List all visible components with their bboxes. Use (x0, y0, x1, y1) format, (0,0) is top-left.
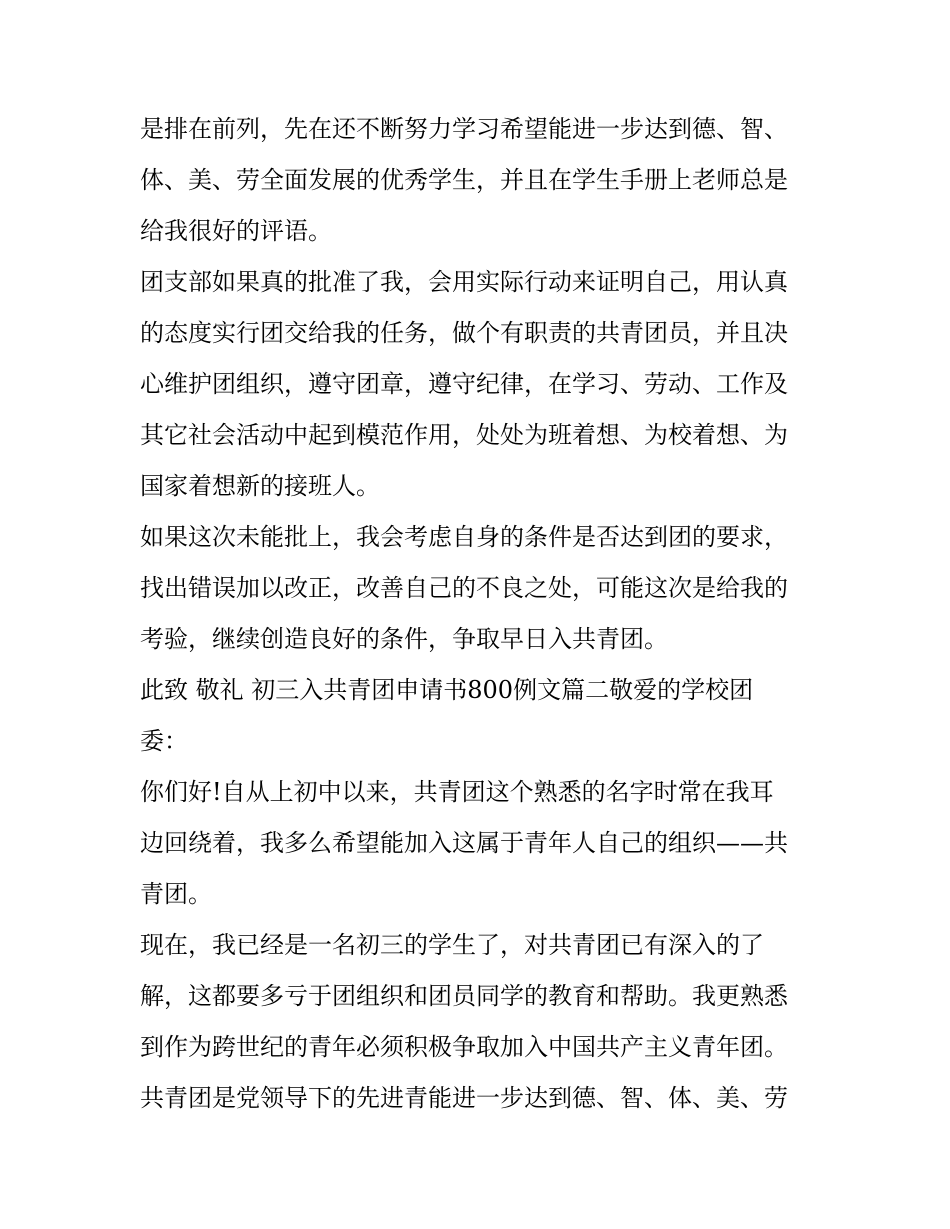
text-line: 此致 敬礼 初三入共青团申请书800例文篇二敬爱的学校团 (140, 676, 754, 704)
text-line: 共青团是党领导下的先进青能进一步达到德、智、体、美、劳 (140, 1084, 788, 1112)
text-line: 其它社会活动中起到模范作用，处处为班着想、为校着想、为 (140, 421, 788, 449)
text-line: 是排在前列，先在还不断努力学习希望能进一步达到德、智、 (140, 115, 788, 143)
text-line: 的态度实行团交给我的任务，做个有职责的共青团员，并且决 (140, 319, 788, 347)
text-line: 青团。 (140, 880, 212, 908)
text-line: 委： (140, 727, 188, 755)
text-line: 你们好!自从上初中以来，共青团这个熟悉的名字时常在我耳 (140, 778, 774, 806)
text-line: 现在，我已经是一名初三的学生了，对共青团已有深入的了 (140, 931, 764, 959)
text-line: 如果这次未能批上，我会考虑自身的条件是否达到团的要求， (140, 523, 788, 551)
text-line: 考验，继续创造良好的条件，争取早日入共青团。 (140, 625, 668, 653)
text-line: 团支部如果真的批准了我，会用实际行动来证明自己，用认真 (140, 268, 788, 296)
text-line: 边回绕着，我多么希望能加入这属于青年人自己的组织——共 (140, 829, 788, 857)
text-line: 体、美、劳全面发展的优秀学生，并且在学生手册上老师总是 (140, 166, 788, 194)
text-line: 给我很好的评语。 (140, 217, 332, 245)
text-line: 到作为跨世纪的青年必须积极争取加入中国共产主义青年团。 (140, 1033, 788, 1061)
text-line: 心维护团组织，遵守团章，遵守纪律，在学习、劳动、工作及 (140, 370, 788, 398)
document-body (140, 104, 820, 1124)
text-line: 找出错误加以改正，改善自己的不良之处，可能这次是给我的 (140, 574, 788, 602)
text-line: 解，这都要多亏于团组织和团员同学的教育和帮助。我更熟悉 (140, 982, 788, 1010)
text-line: 国家着想新的接班人。 (140, 472, 380, 500)
